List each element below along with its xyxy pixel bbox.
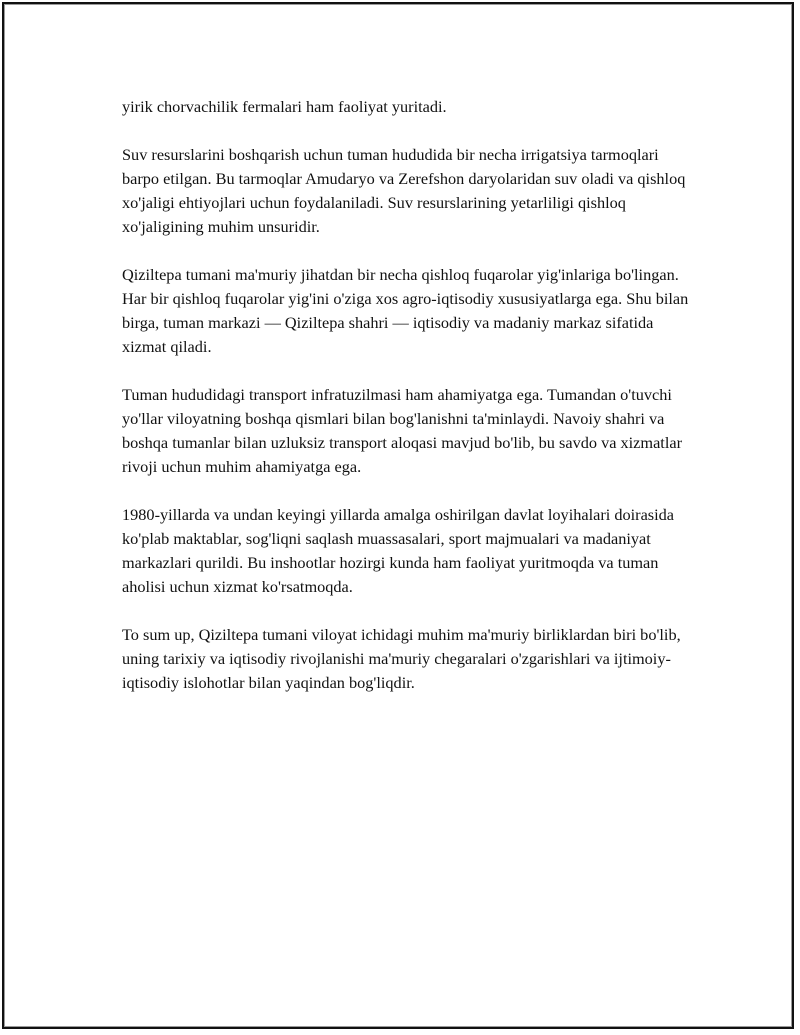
- paragraph-5: 1980-yillarda va undan keyingi yillarda amalga oshirilgan davlat loyihalari doirasida ko'plab maktablar, sog'liqni saqlash muassasalari, sport majmualari va madaniyat markazlari qurildi. Bu inshootlar hozirgi kunda ham faoliyat yuritmoqda va tuman aholisi uchun xizmat ko'rsatmoqda.: [122, 505, 675, 596]
- page-frame: [2, 2, 794, 1029]
- paragraph-6: To sum up, Qiziltepa tumani viloyat ichidagi muhim ma'muriy birliklardan biri bo'lib, uning tarixiy va iqtisodiy rivojlanishi ma'muriy chegaralari o'zgarishlari va ijtimoiy-iqtisodiy islohotlar bilan yaqindan bog'liqdir.: [122, 625, 681, 692]
- paragraph-3: Qiziltepa tumani ma'muriy jihatdan bir necha qishloq fuqarolar yig'inlariga bo'lingan. Har bir qishloq fuqarolar yig'ini o'ziga xos agro-iqtisodiy xususiyatlarga ega. Shu bilan birga, tuman markazi — Qiziltepa shahri — iqtisodiy va madaniy markaz sifatida xizmat qiladi.: [122, 265, 689, 356]
- paragraph-4: Tuman hududidagi transport infratuzilmasi ham ahamiyatga ega. Tumandan o'tuvchi yo'llar viloyatning boshqa qismlari bilan bog'lanishni ta'minlaydi. Navoiy shahri va boshqa tumanlar bilan uzluksiz transport aloqasi mavjud bo'lib, bu savdo va xizmatlar rivoji uchun muhim ahamiyatga ega.: [122, 385, 682, 476]
- paragraph-2: Suv resurslarini boshqarish uchun tuman hududida bir necha irrigatsiya tarmoqlari barpo etilgan. Bu tarmoqlar Amudaryo va Zerefshon daryolaridan suv oladi va qishloq xo'jaligi ehtiyojlari uchun foydalaniladi. Suv resurslarining yetarliligi qishloq xo'jaligining muhim unsuridir.: [122, 145, 686, 236]
- paragraph-1: yirik chorvachilik fermalari ham faoliyat yuritadi.: [122, 97, 447, 116]
- document-body: [122, 95, 692, 719]
